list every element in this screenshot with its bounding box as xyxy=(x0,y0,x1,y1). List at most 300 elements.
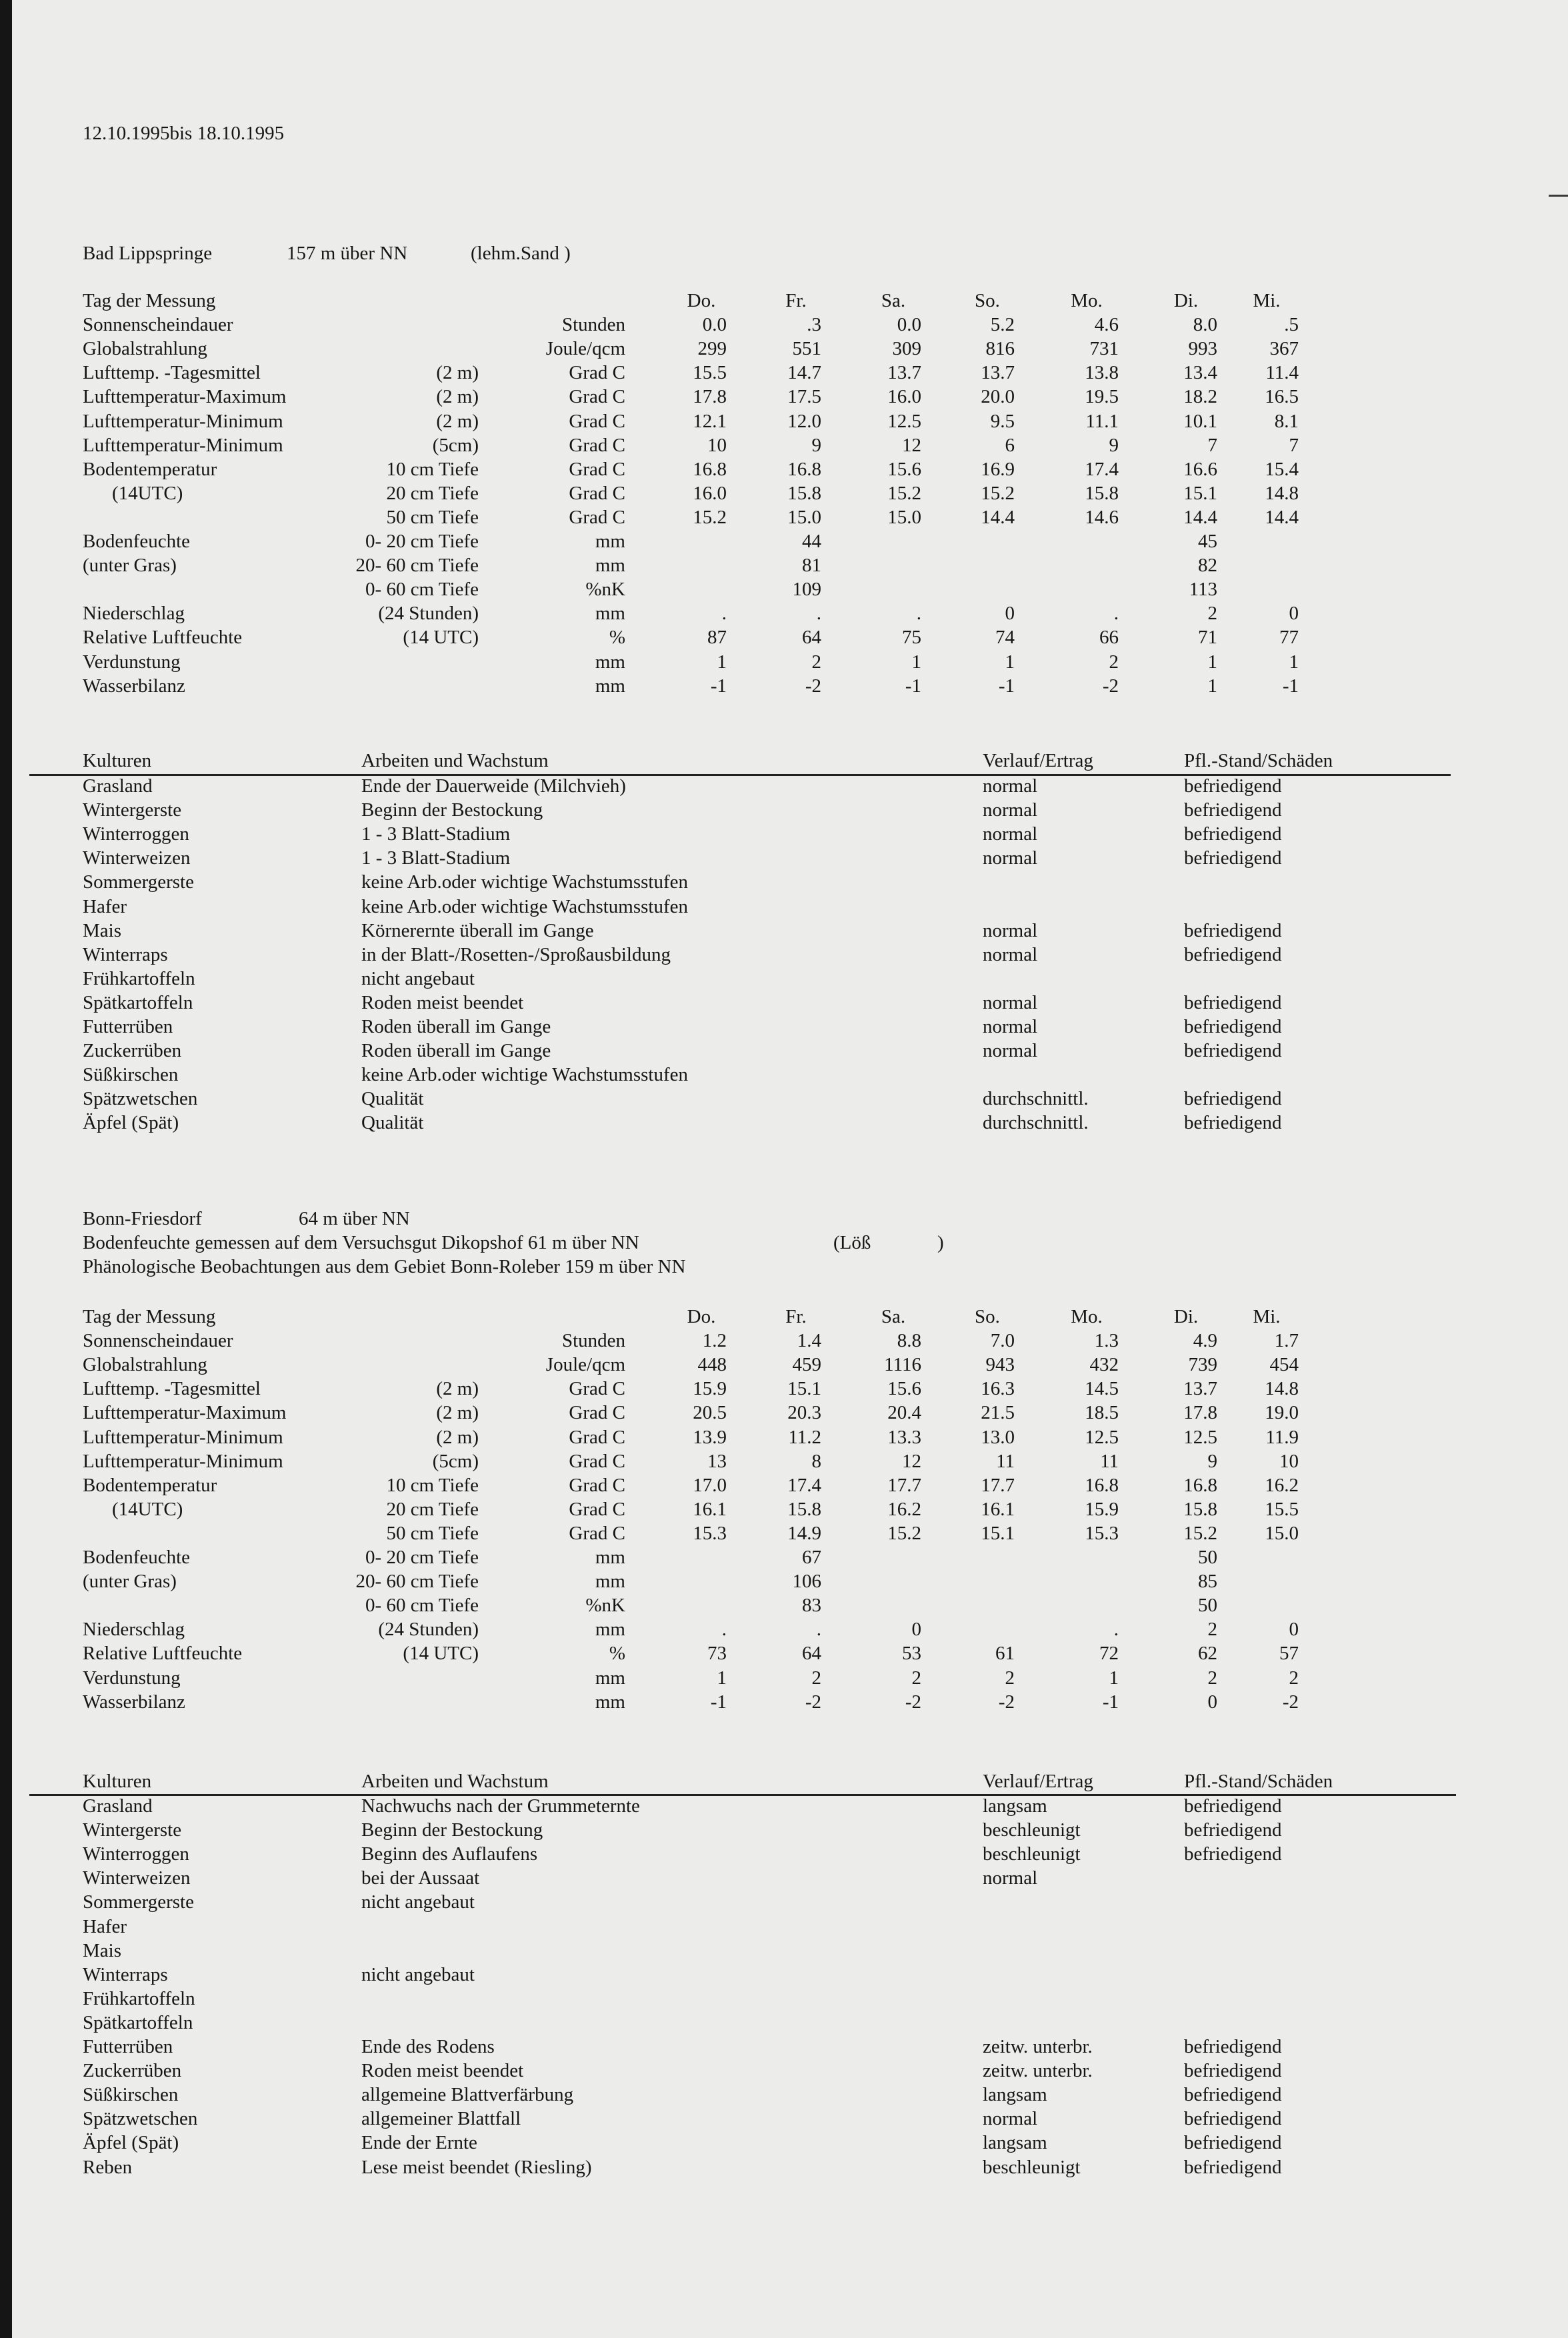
measure-unit: % xyxy=(609,1643,625,1665)
crop-activity: 1 - 3 Blatt-Stadium xyxy=(361,847,511,869)
measure-value: 15.2 xyxy=(1183,1522,1217,1544)
crops-col-kulturen: Kulturen xyxy=(83,750,152,771)
measure-unit: mm xyxy=(595,1571,625,1593)
measure-label: Niederschlag xyxy=(83,603,185,625)
measure-value: 21.5 xyxy=(981,1402,1015,1424)
crop-name: Winterroggen xyxy=(83,823,189,845)
measure-value: 454 xyxy=(1269,1354,1299,1376)
measure-depth: 0- 20 cm Tiefe xyxy=(365,531,479,552)
measure-value: 106 xyxy=(792,1571,821,1593)
measure-value: 14.5 xyxy=(1085,1378,1119,1400)
measure-unit: Grad C xyxy=(569,458,625,480)
crop-name: Wintergerste xyxy=(83,1819,182,1841)
measure-value: 13.3 xyxy=(887,1426,921,1448)
measure-value: 459 xyxy=(792,1354,821,1376)
margin-mark xyxy=(1549,195,1568,197)
crop-progress: langsam xyxy=(983,2132,1047,2154)
measure-value: 17.8 xyxy=(1183,1402,1217,1424)
crop-name: Grasland xyxy=(83,775,153,797)
crop-activity: keine Arb.oder wichtige Wachstumsstufen xyxy=(361,1064,689,1086)
measure-value: 16.5 xyxy=(1265,386,1299,408)
day-header: Mi. xyxy=(1253,290,1281,311)
measure-label: Wasserbilanz xyxy=(83,675,185,697)
measure-value: 109 xyxy=(792,579,821,601)
measure-value: 16.2 xyxy=(887,1498,921,1520)
measure-label: Globalstrahlung xyxy=(83,1354,207,1376)
crop-progress: zeitw. unterbr. xyxy=(983,2060,1093,2082)
crop-condition: befriedigend xyxy=(1184,847,1282,869)
measure-value: 14.4 xyxy=(981,506,1015,528)
crop-condition: befriedigend xyxy=(1184,2036,1282,2057)
crop-name: Spätkartoffeln xyxy=(83,2011,193,2033)
measure-value: 16.1 xyxy=(981,1498,1015,1520)
measure-value: 731 xyxy=(1089,338,1119,360)
crop-progress: durchschnittl. xyxy=(983,1112,1089,1134)
measure-unit: mm xyxy=(595,603,625,625)
measure-value: 1116 xyxy=(884,1354,921,1376)
measure-sub: (2 m) xyxy=(436,410,479,432)
measure-depth: 10 cm Tiefe xyxy=(386,1474,479,1496)
measure-value: 2 xyxy=(1289,1667,1299,1689)
measure-value: 15.0 xyxy=(887,506,921,528)
measure-unit: Grad C xyxy=(569,1378,625,1400)
measure-value: 14.8 xyxy=(1265,1378,1299,1400)
crop-progress: normal xyxy=(983,1040,1038,1062)
measure-value: 816 xyxy=(985,338,1015,360)
measure-value: 12.5 xyxy=(887,410,921,432)
measure-depth: 50 cm Tiefe xyxy=(386,506,479,528)
crop-condition: befriedigend xyxy=(1184,1016,1282,1037)
measure-label: Verdunstung xyxy=(83,651,181,673)
measure-value: 2 xyxy=(1207,1619,1217,1641)
measure-value: 16.1 xyxy=(693,1498,727,1520)
crop-activity: Roden meist beendet xyxy=(361,991,524,1013)
measure-unit: mm xyxy=(595,555,625,577)
measure-value: 1 xyxy=(1207,675,1217,697)
measure-value: 50 xyxy=(1198,1595,1217,1617)
day-header: Do. xyxy=(687,1306,716,1327)
measure-label: Lufttemperatur-Minimum xyxy=(83,434,283,456)
measure-value: -1 xyxy=(710,1691,727,1713)
measure-value: 20.4 xyxy=(887,1402,921,1424)
measure-value: -2 xyxy=(1282,1691,1299,1713)
crop-progress: beschleunigt xyxy=(983,1843,1081,1865)
crop-activity: Ende des Rodens xyxy=(361,2036,495,2057)
measure-unit: Grad C xyxy=(569,386,625,408)
crop-condition: befriedigend xyxy=(1184,823,1282,845)
measure-title: Tag der Messung xyxy=(83,290,216,311)
station-header-detail: 64 m über NN xyxy=(299,1208,410,1229)
crop-name: Äpfel (Spät) xyxy=(83,1112,179,1134)
measure-value: 17.0 xyxy=(693,1474,727,1496)
measure-value: 75 xyxy=(902,627,921,649)
measure-value: 7 xyxy=(1207,434,1217,456)
crop-condition: befriedigend xyxy=(1184,919,1282,941)
measure-unit: mm xyxy=(595,1691,625,1713)
measure-value: 16.3 xyxy=(981,1378,1015,1400)
measure-sub: (2 m) xyxy=(436,1402,479,1424)
measure-value: 11.9 xyxy=(1265,1426,1299,1448)
measure-value: -1 xyxy=(905,675,921,697)
measure-value: 19.0 xyxy=(1265,1402,1299,1424)
measure-label: Relative Luftfeuchte xyxy=(83,1643,243,1665)
measure-unit: mm xyxy=(595,1547,625,1568)
measure-value: 15.8 xyxy=(1183,1498,1217,1520)
measure-label: Bodenfeuchte xyxy=(83,531,191,552)
measure-value: 12.5 xyxy=(1183,1426,1217,1448)
measure-value: 1.4 xyxy=(797,1330,821,1352)
measure-value: 13.7 xyxy=(1183,1378,1217,1400)
measure-value: 2 xyxy=(911,1667,921,1689)
crop-progress: zeitw. unterbr. xyxy=(983,2036,1093,2057)
crops-col-kulturen: Kulturen xyxy=(83,1771,152,1792)
measure-value: 7.0 xyxy=(990,1330,1015,1352)
measure-value: 15.2 xyxy=(693,506,727,528)
measure-value: 15.2 xyxy=(887,482,921,504)
measure-value: . xyxy=(721,1619,727,1641)
measure-value: 299 xyxy=(697,338,727,360)
measure-unit: mm xyxy=(595,531,625,552)
measure-unit: % xyxy=(609,627,625,649)
measure-value: 15.1 xyxy=(981,1522,1015,1544)
measure-value: 57 xyxy=(1279,1643,1299,1665)
measure-unit: Joule/qcm xyxy=(545,338,625,360)
measure-value: 13.0 xyxy=(981,1426,1015,1448)
day-header: Fr. xyxy=(785,1306,807,1327)
measure-value: 13.4 xyxy=(1183,362,1217,384)
measure-value: 20.3 xyxy=(787,1402,821,1424)
measure-value: 15.2 xyxy=(887,1522,921,1544)
crop-condition: befriedigend xyxy=(1184,1843,1282,1865)
measure-sub: (5cm) xyxy=(432,1450,479,1472)
measure-depth: 50 cm Tiefe xyxy=(386,1522,479,1544)
measure-value: 551 xyxy=(792,338,821,360)
crops-col-stand: Pfl.-Stand/Schäden xyxy=(1184,1771,1333,1792)
measure-value: 2 xyxy=(1207,603,1217,625)
measure-value: . xyxy=(816,603,821,625)
measure-value: -2 xyxy=(805,675,821,697)
crop-activity: in der Blatt-/Rosetten-/Sproßausbildung xyxy=(361,943,671,965)
measure-label: Lufttemperatur-Maximum xyxy=(83,386,287,408)
measure-label: Bodentemperatur xyxy=(83,1474,217,1496)
measure-value: 18.5 xyxy=(1085,1402,1119,1424)
measure-depth: 0- 60 cm Tiefe xyxy=(365,1595,479,1617)
crops-col-verlauf: Verlauf/Ertrag xyxy=(983,750,1093,771)
crop-condition: befriedigend xyxy=(1184,943,1282,965)
crop-progress: normal xyxy=(983,1016,1038,1037)
measure-unit: Stunden xyxy=(561,314,625,336)
measure-value: 19.5 xyxy=(1085,386,1119,408)
crops-col-stand: Pfl.-Stand/Schäden xyxy=(1184,750,1333,771)
measure-value: 16.8 xyxy=(787,458,821,480)
crops-col-verlauf: Verlauf/Ertrag xyxy=(983,1771,1093,1792)
measure-label: Lufttemperatur-Minimum xyxy=(83,410,283,432)
crop-name: Süßkirschen xyxy=(83,1064,179,1086)
measure-value: 1 xyxy=(911,651,921,673)
measure-value: 2 xyxy=(1005,1667,1015,1689)
measure-label: (14UTC) xyxy=(112,1498,183,1520)
measure-depth: 20- 60 cm Tiefe xyxy=(355,1571,479,1593)
measure-label: Wasserbilanz xyxy=(83,1691,185,1713)
measure-value: 53 xyxy=(902,1643,921,1665)
measure-value: 13.7 xyxy=(981,362,1015,384)
measure-value: 8 xyxy=(811,1450,821,1472)
measure-value: 0 xyxy=(1005,603,1015,625)
measure-value: 2 xyxy=(811,651,821,673)
measure-unit: Grad C xyxy=(569,482,625,504)
measure-value: 14.6 xyxy=(1085,506,1119,528)
crop-name: Mais xyxy=(83,1939,121,1961)
measure-value: 8.8 xyxy=(897,1330,921,1352)
measure-unit: Grad C xyxy=(569,1402,625,1424)
measure-value: 309 xyxy=(892,338,921,360)
measure-value: 14.9 xyxy=(787,1522,821,1544)
day-header: Di. xyxy=(1173,290,1199,311)
station-header-text: Phänologische Beobachtungen aus dem Gebiet Bonn-Roleber 159 m über NN xyxy=(83,1256,686,1277)
crop-condition: befriedigend xyxy=(1184,1112,1282,1134)
measure-value: 15.6 xyxy=(887,1378,921,1400)
measure-value: 1.7 xyxy=(1274,1330,1299,1352)
measure-sub: (24 Stunden) xyxy=(378,1619,479,1641)
measure-label: (14UTC) xyxy=(112,482,183,504)
crop-activity: Ende der Dauerweide (Milchvieh) xyxy=(361,775,626,797)
crop-name: Süßkirschen xyxy=(83,2084,179,2106)
measure-unit: %nK xyxy=(585,1595,625,1617)
measure-value: 993 xyxy=(1188,338,1217,360)
crop-name: Grasland xyxy=(83,1795,153,1817)
measure-value: 0.0 xyxy=(897,314,921,336)
measure-value: 0 xyxy=(1289,603,1299,625)
measure-value: 12.5 xyxy=(1085,1426,1119,1448)
crop-name: Äpfel (Spät) xyxy=(83,2132,179,2154)
measure-value: 15.5 xyxy=(693,362,727,384)
crop-progress: normal xyxy=(983,2108,1038,2130)
crop-name: Hafer xyxy=(83,1915,127,1937)
measure-value: 1 xyxy=(1005,651,1015,673)
station-header-detail: 157 m über NN xyxy=(287,243,408,264)
station-header-note: (lehm.Sand ) xyxy=(471,243,571,264)
measure-value: . xyxy=(721,603,727,625)
measure-value: -1 xyxy=(1102,1691,1119,1713)
measure-value: 12 xyxy=(902,434,921,456)
measure-value: 85 xyxy=(1198,1571,1217,1593)
measure-value: 0 xyxy=(1207,1691,1217,1713)
crop-condition: befriedigend xyxy=(1184,1795,1282,1817)
measure-value: 15.3 xyxy=(693,1522,727,1544)
crop-activity: Qualität xyxy=(361,1112,424,1134)
measure-unit: Grad C xyxy=(569,1498,625,1520)
measure-sub: (2 m) xyxy=(436,1378,479,1400)
measure-value: 17.5 xyxy=(787,386,821,408)
measure-value: 17.7 xyxy=(981,1474,1015,1496)
measure-value: .3 xyxy=(807,314,821,336)
station-header-text: Bonn-Friesdorf xyxy=(83,1208,202,1229)
measure-value: 14.7 xyxy=(787,362,821,384)
measure-value: 73 xyxy=(707,1643,727,1665)
measure-value: 4.9 xyxy=(1193,1330,1217,1352)
crop-name: Hafer xyxy=(83,895,127,917)
measure-value: .5 xyxy=(1284,314,1299,336)
crop-condition: befriedigend xyxy=(1184,2060,1282,2082)
measure-value: 64 xyxy=(802,627,821,649)
measure-unit: mm xyxy=(595,651,625,673)
measure-unit: %nK xyxy=(585,579,625,601)
measure-value: 66 xyxy=(1099,627,1119,649)
measure-value: 15.3 xyxy=(1085,1522,1119,1544)
measure-value: 20.5 xyxy=(693,1402,727,1424)
measure-value: 9.5 xyxy=(990,410,1015,432)
measure-value: 16.8 xyxy=(1183,1474,1217,1496)
measure-sub: (2 m) xyxy=(436,362,479,384)
measure-value: 17.8 xyxy=(693,386,727,408)
measure-value: 367 xyxy=(1269,338,1299,360)
measure-value: 16.6 xyxy=(1183,458,1217,480)
measure-depth: 20- 60 cm Tiefe xyxy=(355,555,479,577)
measure-value: 64 xyxy=(802,1643,821,1665)
day-header: Fr. xyxy=(785,290,807,311)
measure-sub: (14 UTC) xyxy=(403,1643,479,1665)
measure-depth: 10 cm Tiefe xyxy=(386,458,479,480)
measure-value: 77 xyxy=(1279,627,1299,649)
measure-unit: Grad C xyxy=(569,1426,625,1448)
measure-label: Lufttemperatur-Minimum xyxy=(83,1450,283,1472)
measure-value: 45 xyxy=(1198,531,1217,552)
measure-unit: Grad C xyxy=(569,362,625,384)
date-range: 12.10.1995bis 18.10.1995 xyxy=(83,123,285,144)
crop-name: Reben xyxy=(83,2156,133,2178)
measure-value: 2 xyxy=(811,1667,821,1689)
crop-condition: befriedigend xyxy=(1184,1040,1282,1062)
measure-sub: (24 Stunden) xyxy=(378,603,479,625)
crop-progress: langsam xyxy=(983,2084,1047,2106)
measure-value: 15.1 xyxy=(787,1378,821,1400)
measure-value: -2 xyxy=(998,1691,1015,1713)
crop-activity: Körnerernte überall im Gange xyxy=(361,919,594,941)
measure-value: 9 xyxy=(1207,1450,1217,1472)
measure-value: 11 xyxy=(996,1450,1015,1472)
measure-label: Lufttemp. -Tagesmittel xyxy=(83,362,261,384)
measure-value: -2 xyxy=(905,1691,921,1713)
day-header: So. xyxy=(975,290,1000,311)
crop-activity: Roden überall im Gange xyxy=(361,1040,551,1062)
crop-activity: Qualität xyxy=(361,1088,424,1110)
crop-activity: Beginn des Auflaufens xyxy=(361,1843,538,1865)
measure-value: -1 xyxy=(710,675,727,697)
crop-name: Frühkartoffeln xyxy=(83,1987,195,2009)
measure-value: 739 xyxy=(1188,1354,1217,1376)
measure-value: 17.7 xyxy=(887,1474,921,1496)
crop-progress: normal xyxy=(983,991,1038,1013)
measure-value: 11.1 xyxy=(1085,410,1119,432)
measure-value: 2 xyxy=(1109,651,1119,673)
crop-condition: befriedigend xyxy=(1184,775,1282,797)
measure-value: 15.0 xyxy=(787,506,821,528)
measure-value: 1 xyxy=(1289,651,1299,673)
crop-condition: befriedigend xyxy=(1184,2156,1282,2178)
measure-unit: Grad C xyxy=(569,434,625,456)
measure-value: -1 xyxy=(1282,675,1299,697)
measure-value: 14.8 xyxy=(1265,482,1299,504)
measure-label: (unter Gras) xyxy=(83,1571,177,1593)
measure-value: 15.4 xyxy=(1265,458,1299,480)
measure-value: 14.4 xyxy=(1183,506,1217,528)
measure-label: Bodenfeuchte xyxy=(83,1547,191,1568)
measure-value: -2 xyxy=(1102,675,1119,697)
measure-value: . xyxy=(1113,1619,1119,1641)
measure-value: 0 xyxy=(911,1619,921,1641)
measure-value: 11.4 xyxy=(1265,362,1299,384)
measure-value: 12.1 xyxy=(693,410,727,432)
crop-progress: normal xyxy=(983,919,1038,941)
crop-progress: beschleunigt xyxy=(983,2156,1081,2178)
measure-value: 113 xyxy=(1189,579,1217,601)
measure-value: 16.8 xyxy=(693,458,727,480)
measure-value: 16.2 xyxy=(1265,1474,1299,1496)
measure-label: Lufttemperatur-Maximum xyxy=(83,1402,287,1424)
measure-value: -1 xyxy=(998,675,1015,697)
crop-activity: Lese meist beendet (Riesling) xyxy=(361,2156,592,2178)
crop-activity: Nachwuchs nach der Grummeternte xyxy=(361,1795,640,1817)
measure-value: 10 xyxy=(1279,1450,1299,1472)
measure-value: 17.4 xyxy=(1085,458,1119,480)
measure-value: 16.9 xyxy=(981,458,1015,480)
measure-value: 62 xyxy=(1198,1643,1217,1665)
measure-value: 8.1 xyxy=(1274,410,1299,432)
measure-value: 61 xyxy=(995,1643,1015,1665)
measure-value: 50 xyxy=(1198,1547,1217,1568)
crop-name: Sommergerste xyxy=(83,1891,194,1913)
measure-value: 44 xyxy=(802,531,821,552)
crop-activity: Roden meist beendet xyxy=(361,2060,524,2082)
measure-label: Verdunstung xyxy=(83,1667,181,1689)
measure-sub: (14 UTC) xyxy=(403,627,479,649)
crop-activity: allgemeiner Blattfall xyxy=(361,2108,521,2130)
crop-name: Spätzwetschen xyxy=(83,2108,198,2130)
crop-activity: Beginn der Bestockung xyxy=(361,799,543,821)
measure-value: 13.9 xyxy=(693,1426,727,1448)
measure-value: 15.8 xyxy=(787,482,821,504)
crop-name: Winterraps xyxy=(83,943,168,965)
crop-name: Frühkartoffeln xyxy=(83,967,195,989)
crop-activity: 1 - 3 Blatt-Stadium xyxy=(361,823,511,845)
measure-value: 15.8 xyxy=(787,1498,821,1520)
crop-activity: bei der Aussaat xyxy=(361,1867,480,1889)
measure-value: . xyxy=(1113,603,1119,625)
station-header-note: ) xyxy=(937,1232,944,1253)
crop-condition: befriedigend xyxy=(1184,799,1282,821)
measure-value: 9 xyxy=(1109,434,1119,456)
measure-label: Bodentemperatur xyxy=(83,458,217,480)
day-header: Di. xyxy=(1173,1306,1199,1327)
crop-name: Winterroggen xyxy=(83,1843,189,1865)
crop-name: Winterweizen xyxy=(83,1867,191,1889)
measure-value: 15.2 xyxy=(981,482,1015,504)
measure-unit: Grad C xyxy=(569,1474,625,1496)
crop-name: Spätzwetschen xyxy=(83,1088,198,1110)
day-header: Mo. xyxy=(1071,290,1103,311)
crop-progress: durchschnittl. xyxy=(983,1088,1089,1110)
crop-condition: befriedigend xyxy=(1184,2084,1282,2106)
measure-sub: (2 m) xyxy=(436,1426,479,1448)
measure-value: 5.2 xyxy=(990,314,1015,336)
crop-activity: keine Arb.oder wichtige Wachstumsstufen xyxy=(361,895,689,917)
measure-value: 83 xyxy=(802,1595,821,1617)
measure-value: 82 xyxy=(1198,555,1217,577)
crop-activity: nicht angebaut xyxy=(361,1963,475,1985)
crop-name: Mais xyxy=(83,919,121,941)
measure-value: 1.2 xyxy=(702,1330,727,1352)
measure-value: 16.0 xyxy=(693,482,727,504)
